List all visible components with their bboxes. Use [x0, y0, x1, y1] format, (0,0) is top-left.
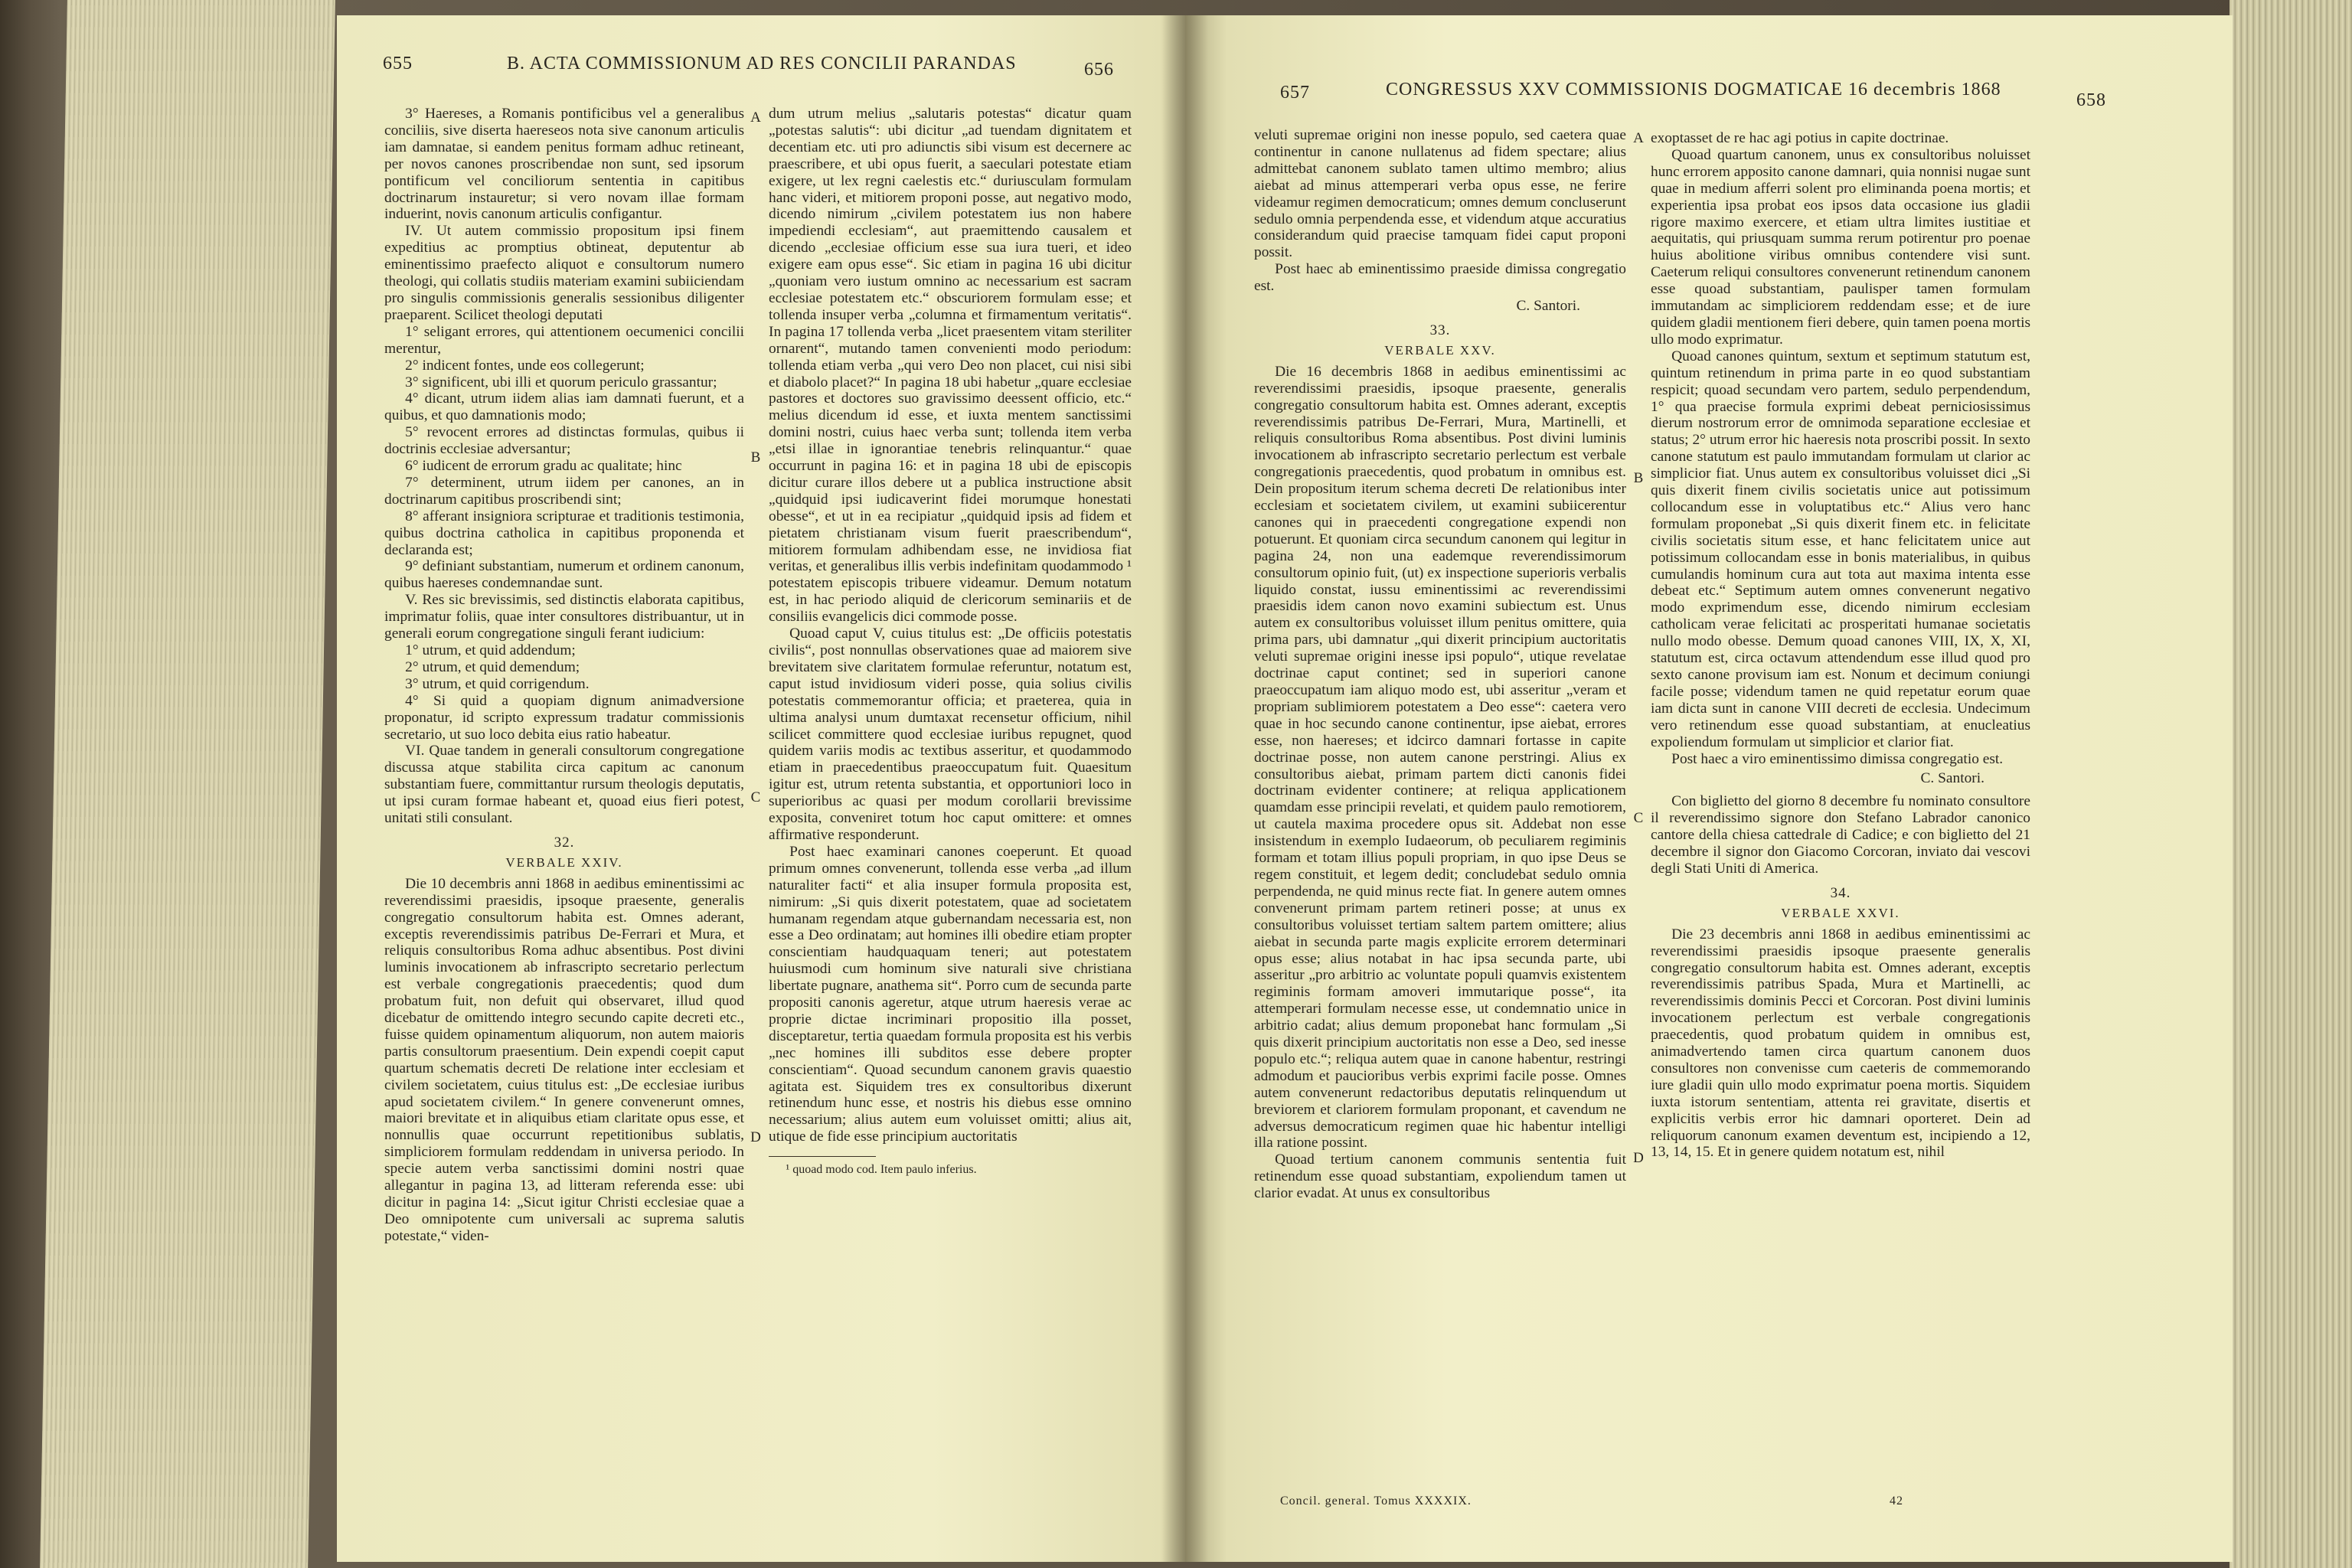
- paragraph: exoptasset de re hac agi potius in capite doctrinae.: [1651, 130, 1949, 146]
- paragraph: VI. Quae tandem in generali consultorum congregatione discussa atque stabilita circa capitum ac canonum substantiam fuere, committantur rursum theologis deputatis, ut ipsi curam formae habeant et, quoad eius fieri potest, unitati stili consulant.: [384, 743, 744, 827]
- section-heading: VERBALE XXV.: [1384, 342, 1496, 358]
- section-number: 34.: [1830, 884, 1851, 901]
- page-edges-right: [2230, 0, 2352, 1568]
- left-running-head: [337, 54, 1185, 92]
- page-edges-left: [40, 0, 335, 1568]
- section-number: 33.: [1429, 322, 1451, 338]
- paragraph: 3° significent, ubi illi et quorum periculo grassantur;: [405, 374, 717, 390]
- paragraph: 2° utrum, et quid demendum;: [405, 658, 580, 675]
- section-heading: VERBALE XXIV.: [505, 854, 623, 870]
- section-number: 32.: [554, 834, 575, 851]
- paragraph: Quoad tertium canonem communis sententia fuit retinendum esse quoad substantiam, expoliendum tamen ut clarior evadat. At unus ex consultoribus: [1254, 1152, 1626, 1202]
- signature: C. Santori.: [1516, 298, 1580, 315]
- book-gutter: [1162, 15, 1208, 1562]
- paragraph: 6° iudicent de errorum gradu ac qualitate; hinc: [405, 458, 682, 475]
- paragraph: Post haec a viro eminentissimo dimissa congregatio est.: [1671, 750, 2004, 767]
- footnote-rule: [769, 1156, 876, 1157]
- page-number: 657: [1280, 83, 1310, 103]
- paragraph: 7° determinent, utrum iidem per canones, an in doctrinarum capitibus proscribendi sint;: [384, 474, 744, 508]
- page-number: 656: [1084, 60, 1114, 80]
- right-page-column-2: [1651, 130, 2030, 1161]
- footnote: ¹ quoad modo cod. Item paulo inferius.: [786, 1163, 977, 1177]
- margin-letter: B: [1633, 470, 1644, 486]
- right-page-column-1: [1254, 127, 1626, 1202]
- paragraph: V. Res sic brevissimis, sed distinctis elaborata capitibus, imprimatur foliis, quae inter consultores distribuantur, ut in generali eorum congregatione singuli ferant iudicium:: [384, 592, 744, 642]
- paragraph: Quoad caput V, cuius titulus est: „De officiis potestatis civilis“, post nonnullas observationes quae ad maiorem sive brevitatem sive claritatem formulae referuntur, notatum est, caput istud invidiosum videri posse, quia solius civilis potestatis commemorantur officia; et praeterea, quia in ultima analysi unum dumtaxat recensetur officium, nihil scilicet committere quod ecclesiae iuribus repugnet, quod quidem variis modis ac textibus asseritur, et quodammodo etiam in praecedentibus praeoccupatum fuit. Quaesitum igitur est, utrum retenta substantia, et opportuniori loco in superioribus ac quasi per modum corollarii brevissime exposita, conveniret totum hoc caput omittere: et omnes affirmative responderunt.: [769, 626, 1132, 843]
- page-number: 655: [383, 54, 413, 74]
- paragraph: Con biglietto del giorno 8 decembre fu nominato consultore il reverendissimo signore don Stefano Labrador canonico cantore della chiesa cattedrale di Cadice; e con biglietto del 21 decembre il signor don Giacomo Corcoran, inviato dai vescovi degli Stati Uniti di America.: [1651, 793, 2030, 877]
- paragraph: IV. Ut autem commissio propositum ipsi finem expeditius ac promptius obtineat, deputentur ab eminentissimo praefecto aliquot e consultorum numero theologi, qui collatis studiis materiam examini subiiciendam pro singulis commissionis generalis sessionibus diligenter praeparent. Scilicet theologi deputati: [384, 223, 744, 323]
- paragraph: Post haec examinari canones coeperunt. Et quoad primum omnes convenerunt, tollenda esse verba „ad illum naturaliter facti“ et alia insuper formula proposita est, nimirum: „Si quis dixerit potestatem, quae ad societatem humanam regendam atque gubernandam necessaria est, non esse a Deo ordinatam; aut homines illi obedire etiam propter conscientiam haudquaquam teneri; aut potestatem huiusmodi cum hominum sive naturali sive christiana libertate pugnare, anathema sit“. Porro cum de secunda parte propositi canonis ageretur, atque utrum haeresis verae ac proprie dictae incriminari propositio illa posset, disceptaretur, tertia quaedam formula proposita est his verbis „nec homines illi subditos esse debere propter conscientiam“. Quoad secundum canonem gravis quaestio agitata est. Siquidem tres ex consultoribus dixerunt retinendum hunc esse, et nostris his diebus esse omnino necessarium; alius autem eum voluisset omitti; alius ait, utique de fide esse principium auctoritatis: [769, 843, 1132, 1145]
- paragraph: 3° Haereses, a Romanis pontificibus vel a generalibus conciliis, sive diserta haereseos nota sive canonum articulis iam damnatae, si eandem penitus formam adhuc retineant, per novos canones proscribendae non sunt, sed ipsorum pontificum vel conciliorum sententia in capitibus doctrinarum instauretur; si vero novam illae formam induerint, novis canonum articulis configantur.: [384, 106, 744, 223]
- paragraph: 1° utrum, et quid addendum;: [405, 642, 576, 658]
- footer-signature: Concil. general. Tomus XXXXIX.: [1280, 1494, 1472, 1508]
- paragraph: 4° Si quid a quopiam dignum animadversione proponatur, id scripto expressum tradatur commissionis secretario, ut suo loco debita eius ratio habeatur.: [384, 692, 744, 743]
- paragraph: Die 16 decembris 1868 in aedibus eminentissimi ac reverendissimi praesidis, ipsoque praesente, generalis congregatio consultorum habita est. Omnes aderant, exceptis reverendissimis patribus De-Ferrari, Mura, Martinelli, et reliquis consultoribus Roma absentibus. Post divini luminis invocationem ab infrascripto secretario perlectum est verbale congregationis praecedentis, quod probatum in omnibus est. Dein propositum iterum schema decreti De relationibus inter ecclesiam et societatem civilem, ut examini subiicerentur canones qui in praecedenti congregatione expendi non potuerunt. Et quoniam circa secundum canonem qui legitur in pagina 24, non una eademque reverendissimorum consultorum opinio fuit, (ut) ex inspectione superioris verbalis liquido constat, iussu eminentissimi ac reverendissimi praesidis idem canon novo examini subiectum est. Unus autem ex consultoribus voluisset illum penitus omittere, quia prima pars, ubi damnatur „qui dixerit principium auctoritatis veluti supremae origini inesse ipsi populo“, utique revelatae doctrinae caput continet; sed in superiori canone praeoccupatum iam aliquo modo est, ubi asseritur „veram et propriam sublimiorem potestatem a Deo esse“: caetera vero quae in hoc secundo canone continentur, ipse aiebat, errores esse, non haereses; et idcirco damnari fortasse in capite doctrinae posse, non autem canone perstringi. Alius ex consultoribus aiebat, primam partem dicti canonis fidei doctrinam evidenter continere; at reliqua applicationem quamdam esse principii revelati, et quidem paulo remotiorem, ut cautela maxima procedere opus sit. Addebat non esse insistendum in exemplo Iudaeorum, ob peculiarem regiminis formam et totam illius populi propriam, in quo ipse Deus se regem constituit, et legem dedit; concludebat sedulo omnia perpendenda, ne quid minus recte fiat. In genere autem omnes convenerunt primam partem retineri posse; at unus ex consultoribus voluisset tertiam saltem partem omittere; alius aiebat in secunda parte magis explicite errorem determinari opus esse; alius notabat in hac ipsa secunda parte, ubi asseritur „pro arbitrio ac voluntate populi quamvis existentem regiminis formam amoveri immutarique posse“, ita attemperari formulam necesse esse, ut condemnatio unice in arbitrio cadat; alius demum proponebat hanc formulam „Si quis dixerit principium auctoritatis non esse a Deo, sed inesse populo etc.“; reliqua autem quae in canone habentur, restringi admodum et paucioribus verbis exprimi facile posse. Omnes autem convenerunt redactoribus deputatis relinquendum ut breviorem et clariorem formulam proponant, et cavendum ne adversus democraticum regimen quae hic habentur intelligi illa ratione possint.: [1254, 363, 1626, 1152]
- paragraph: Quoad quartum canonem, unus ex consultoribus noluisset hunc errorem apposito canone damnari, quia nonnisi nugae sunt quae in medium afferri solent pro eliminanda poena mortis; et experientia ipsa probat eos ipsos data occasione ius gladii rigore maximo exercere, et etiam ultra limites iustitiae et aequitatis, qui priusquam summa rerum potirentur pro poenae huius abolitione viribus omnibus contendere visi sunt. Caeterum reliqui consultores convenerunt retinendum canonem esse quoad substantiam, paulisper tamen formulam immutandam ac simpliciorem reddendam esse; et de iure quidem gladii mentionem fieri debere, quin tamen poena mortis ullo modo exprimatur.: [1651, 146, 2030, 348]
- footer-sheet-number: 42: [1890, 1494, 1903, 1508]
- paragraph: 5° revocent errores ad distinctas formulas, quibus ii doctrinis ecclesiae adversantur;: [384, 424, 744, 458]
- paragraph: 2° indicent fontes, unde eos collegerunt;: [405, 357, 645, 374]
- left-page-column-1: [384, 106, 744, 1245]
- paragraph: Quoad canones quintum, sextum et septimum statutum est, quintum retinendum in prima parte in eo quod substantiam respicit; quoad secundam vero partem, sedulo perpendendum, 1° qua praecise formula exprimi debeat perniciosissimus dierum nostrorum error de omnimoda separatione ecclesiae et status; 2° utrum error hic haeresis nota proscribi possit. In sexto canone statutum est paulo immutandam formulam ut clarior ac simplicior fiat. Unus autem ex consultoribus voluisset dici „Si quis dixerit finem civilis societatis unice aut potissimum collocandum esse in voluptatibus etc.“ Alius vero hanc formulam proponebat „Si quis dixerit finem etc. in felicitate civilis societatis situm esse, et hanc felicitatem unice aut potissimum collocandam esse in bonis materialibus, in quibus cumulandis hominum cura aut tota aut maxima intenta esse debeat etc.“ Septimum autem omnes convenerunt negativo modo exprimendum esse, dicendo nimirum ecclesiam catholicam verae felicitati ac prosperitati humanae societatis nullo modo obesse. Demum quoad canones VIII, IX, X, XI, statutum est, circa octavum attendendum esse illud quod pro sexto canone provisum iam est. Nonum et decimum coniungi facile posse; videndum tamen ne quid repetatur eorum quae iam dicta sunt in canone VIII decreti de ecclesia. Undecimum vero retinendum esse quoad substantiam, at enucleatius expoliendum formulam ut simplicior et clarior fiat.: [1651, 348, 2030, 750]
- paragraph: 1° seligant errores, qui attentionem oecumenici concilii merentur,: [384, 323, 744, 357]
- paragraph: 4° dicant, utrum iidem alias iam damnati fuerunt, et a quibus, et quo damnationis modo;: [384, 390, 744, 424]
- margin-letter: B: [750, 449, 761, 466]
- paragraph: Die 23 decembris anni 1868 in aedibus eminentissimi ac reverendissimi praesidis ipsoque praesente generalis congregatio consultorum habita est. Omnes aderant, exceptis reverendissimis patribus Spada, Mura et Martinelli, ac reverendissimis dominis Pecci et Corcoran. Post divini luminis invocationem perlectum est verbale congregationis praecedentis, quod probatum quidem in omnibus est, animadvertendo tamen circa quartum canonem duos consultores non convenisse cum caeteris de commemorando iure gladii quin ullo modo exprimatur poena mortis. Siquidem iuxta istorum sententiam, attenta rei gravitate, disertis et explicitis verbis error hic damnari oporteret. Dein ad reliquorum canonum examen deventum est, incipiendo a 12, 13, 14, 15. Et in genere quidem notatum est, nihil: [1651, 926, 2030, 1161]
- left-page: [337, 15, 1185, 1562]
- margin-letter: D: [1633, 1150, 1644, 1166]
- margin-letter: A: [1633, 130, 1644, 146]
- paragraph: veluti supremae origini non inesse populo, sed caetera quae continentur in canone nullatenus ad fidem spectare; alius admittebat canonem sublato tamen ultimo membro; alius aiebat ad minus attemperari verba opus esse, ne ferire videamur regimen democraticum; omnes demum concluserunt sedulo omnia perpendenda esse, et videndum atque accuratius considerandum quid praecise tamquam fidei caput proponi possit.: [1254, 127, 1626, 261]
- page-number: 658: [2076, 90, 2106, 110]
- margin-letter: A: [750, 109, 761, 126]
- right-running-head: [1185, 54, 2233, 110]
- running-title: CONGRESSUS XXV COMMISSIONIS DOGMATICAE 16 decembris 1868: [1386, 80, 2001, 100]
- paragraph: Post haec ab eminentissimo praeside dimissa congregatio est.: [1254, 261, 1626, 295]
- margin-letter: C: [750, 789, 761, 805]
- right-page: [1185, 15, 2233, 1562]
- signature: C. Santori.: [1920, 770, 1984, 787]
- section-heading: VERBALE XXVI.: [1781, 905, 1900, 920]
- paragraph: 8° afferant insigniora scripturae et traditionis testimonia, quibus doctrina catholica in capitibus proponenda et declaranda est;: [384, 508, 744, 558]
- running-title: B. ACTA COMMISSIONUM AD RES CONCILII PARANDAS: [507, 54, 1017, 74]
- left-page-column-2: [769, 106, 1132, 1178]
- paragraph: Die 10 decembris anni 1868 in aedibus eminentissimi ac reverendissimi praesidis, ipsoque praesente, generalis congregatio consultorum habita est. Omnes aderant, exceptis reverendissimis patribus De-Ferrari et Mura, et reliquis consultoribus Roma adhuc absentibus. Post divini luminis invocationem ab infrascripto secretario perlectum est verbale congregationis praecedentis; quod dum probatum fuit, non defuit qui observaret, illud quod dicebatur de omittendo integro secundo capite decreti etc., fuisse quidem opinamentum aliquorum, non autem maioris partis consultorum praesentium. Dein expendi coepit caput quartum schematis decreti De relatione inter ecclesiam et civilem societatem, cuius titulus est: „De ecclesiae iuribus apud societatem civilem.“ In genere convenerunt omnes, maiori brevitate et in aliquibus etiam claritate opus esse, et nonnullis quae occurrunt repetitionibus sublatis, simpliciorem formulam reddendam in universa periodo. In specie autem verba sanctissimi domini nostri quae allegantur in pagina 13, ad litteram referenda esse: ubi dicitur in pagina 14: „Sicut igitur Christi ecclesiae quae a Deo omnipotente cum universali ac suprema salutis potestate,“ viden-: [384, 875, 744, 1244]
- paragraph: dum utrum melius „salutaris potestas“ dicatur quam „potestas salutis“: ubi dicitur „ad tuendam dignitatem et decentiam etc. uti pro adiunctis sibi visum est decernere ac praescribere, et ubi opus fuerit, a saeculari potestate etiam exigere, ut lex regni caelestis etc.“ duriusculam formulam hanc videri, et mitiorem proponi posse, aut negativo modo, dicendo nimirum „civilem potestatem ius non habere impediendi ecclesiam“, aut praemittendo causalem et dicendo „ecclesiae officium esse sua iura tueri, et ideo exigere eam opus esse“. Sic etiam in pagina 16 ubi dicitur „quoniam vero iustum omnino ac necessarium est sacram ecclesiae potestatem etc.“ obscuriorem formulam esse; et tollenda insuper verba „columna et firmamentum veritatis“. In pagina 17 tollenda verba „licet praesentem vitam steriliter ornarent“, mutando tamen convenienti modo periodum: tollenda etiam verba „qui vero Deo non placet, cui nisi sibi et diabolo placet?“ In pagina 18 ubi habetur „quare ecclesiae pastores et doctores suo gravissimo deessent officio, etc.“ melius dicendum id esse, et iuxta mentem sanctissimi domini nostri, cuius haec verba sunt; tollenda item verba „etsi illae in ignorantiae tenebris relinquantur.“ quae occurrunt in pagina 16: et in pagina 18 ubi de episcopis dicitur curare illos debere ut a publica instructione absit „quidquid ipsi iudicaverint fidei morumque honestati obesse“, et ut in ea recipiatur „quidquid ipsis ad fidem et pietatem christianam visum fuerit praescribendum“, mitiorem formulam adhibendam esse, ne invidiosa fiat veritas, et generalibus illis verbis indefinitam quodammodo ¹ potestatem episcopis tribuere videamur. Demum notatum est, in hac periodo aliquid de clericorum seminariis et de consiliis evangelicis dici commode posse.: [769, 106, 1132, 626]
- margin-letter: D: [750, 1129, 761, 1145]
- margin-letter: C: [1633, 810, 1644, 826]
- paragraph: 9° definiant substantiam, numerum et ordinem canonum, quibus haereses condemnandae sunt.: [384, 558, 744, 592]
- paragraph: 3° utrum, et quid corrigendum.: [405, 675, 590, 692]
